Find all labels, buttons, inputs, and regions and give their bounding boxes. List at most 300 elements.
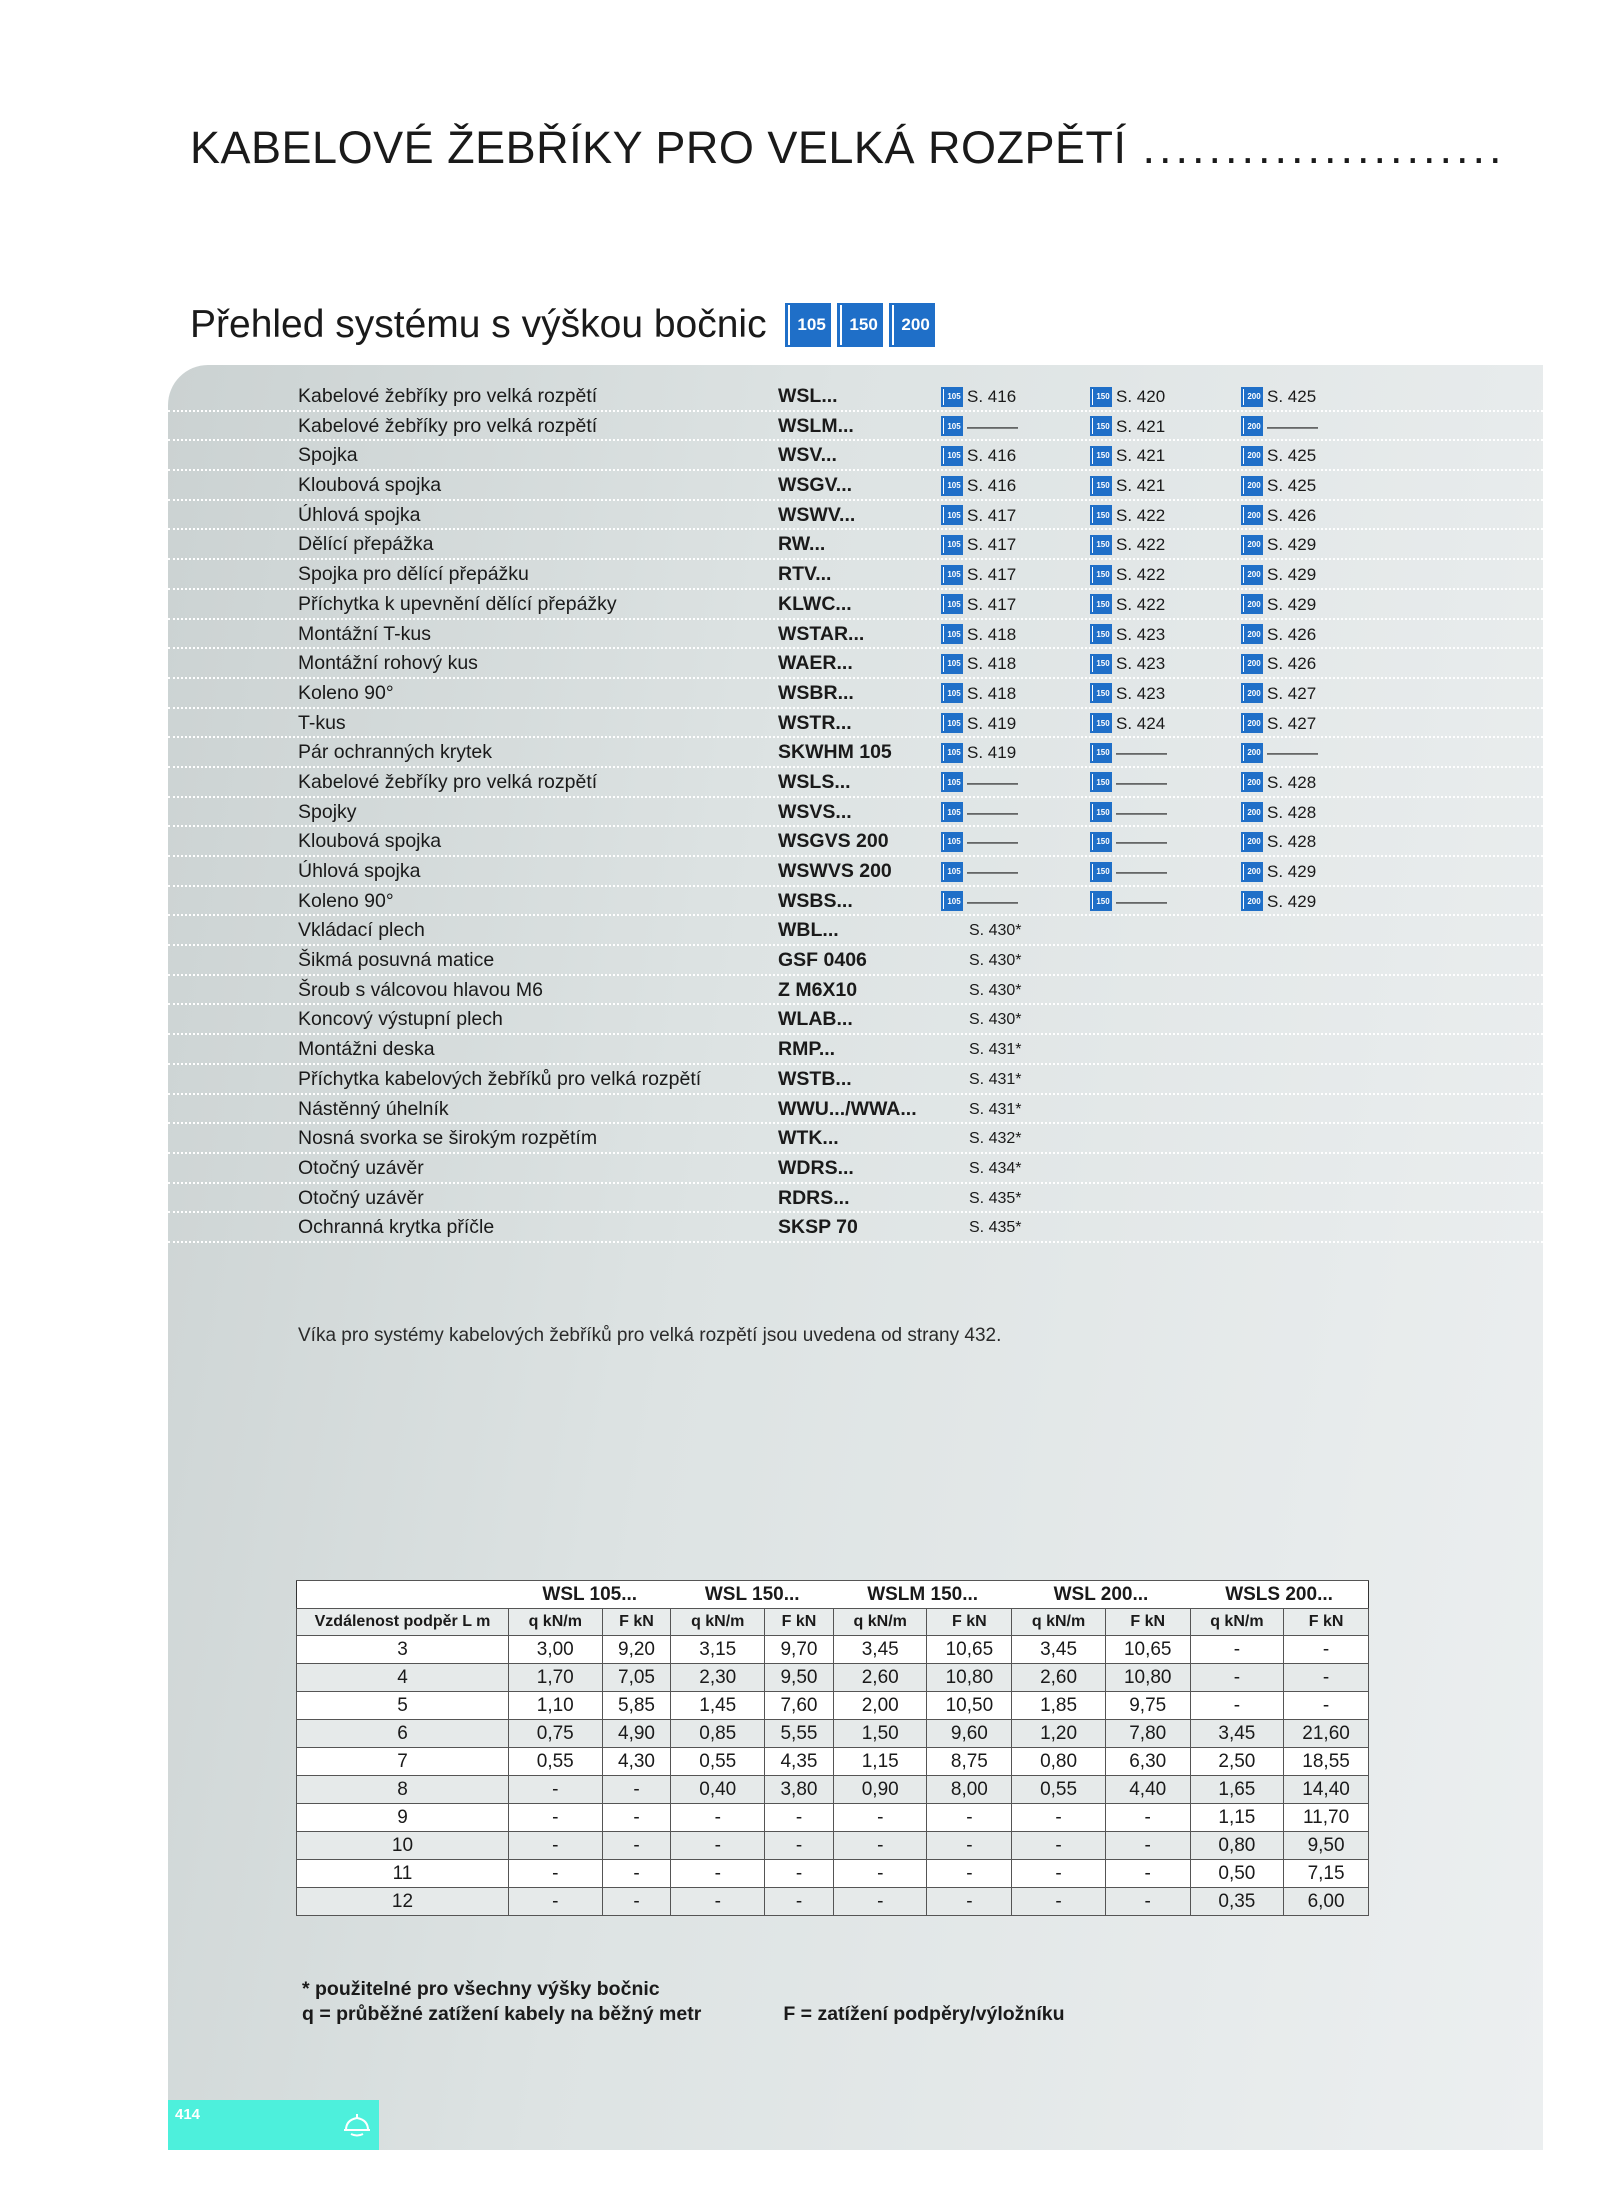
overview-row: [168, 412, 1543, 442]
height-150-badge-icon: 150: [1090, 891, 1112, 911]
height-200-badge-icon: 200: [1241, 891, 1263, 911]
page-ref-text: S. 417: [967, 505, 1017, 525]
value-cell: 1,45: [671, 1692, 765, 1720]
height-200-badge-icon: 200: [1241, 476, 1263, 496]
value-cell: -: [765, 1888, 834, 1916]
page-ref-200: [1241, 412, 1318, 441]
height-200-badge-icon: 200: [889, 303, 935, 347]
overview-row: [168, 441, 1543, 471]
height-105-badge-icon: 105: [941, 594, 963, 614]
height-105-badge-icon: 105: [941, 862, 963, 882]
overview-row: [168, 1154, 1543, 1184]
load-table-group-header: [297, 1581, 1369, 1609]
page-ref-text: S. 422: [1116, 505, 1166, 525]
height-200-badge-icon: 200: [1241, 683, 1263, 703]
page-ref-text: S. 429: [1267, 891, 1317, 911]
value-cell: -: [671, 1888, 765, 1916]
overview-row: [168, 501, 1543, 531]
value-cell: 3,80: [765, 1776, 834, 1804]
value-cell: -: [602, 1804, 671, 1832]
footnotes: [302, 1977, 1065, 2027]
height-150-badge-icon: 150: [1090, 802, 1112, 822]
value-cell: 1,15: [833, 1748, 927, 1776]
page-ref-200: [1241, 709, 1316, 738]
value-cell: 9,50: [765, 1664, 834, 1692]
page-ref-text: S. 417: [967, 535, 1017, 555]
height-150-badge-icon: 150: [1090, 832, 1112, 852]
page-ref-text: S. 421: [1116, 446, 1166, 466]
overview-row: [168, 1124, 1543, 1154]
value-cell: -: [765, 1832, 834, 1860]
height-105-badge-icon: 105: [941, 891, 963, 911]
overview-row: [168, 857, 1543, 887]
overview-row: [168, 1065, 1543, 1095]
page-ref-text: ———: [967, 772, 1018, 792]
overview-row: [168, 709, 1543, 739]
page-ref-200: [1241, 560, 1316, 589]
page-ref-105: [941, 441, 1016, 470]
page-ref-text: S. 418: [967, 654, 1017, 674]
page-ref-200: [1241, 620, 1316, 649]
page-ref-150: [1090, 530, 1165, 559]
page-ref-text: S. 427: [1267, 683, 1317, 703]
height-200-badge-icon: 200: [1241, 565, 1263, 585]
height-200-badge-icon: 200: [1241, 713, 1263, 733]
height-150-badge-icon: 150: [1090, 772, 1112, 792]
page-ref-text: S. 420: [1116, 387, 1166, 406]
height-200-badge-icon: 200: [1241, 772, 1263, 792]
product-name: Příchytka k upevnění dělící přepážky: [298, 592, 617, 615]
page-ref-105: [941, 530, 1016, 559]
page-ref-text: ———: [1116, 832, 1167, 852]
overview-row: [168, 738, 1543, 768]
group-header-wsls200: WSLS 200...: [1190, 1581, 1368, 1609]
value-cell: -: [833, 1860, 927, 1888]
page-ref-text: S. 429: [1267, 535, 1317, 555]
page-ref-text: S. 416: [967, 446, 1017, 466]
value-cell: 0,35: [1190, 1888, 1284, 1916]
value-cell: -: [602, 1888, 671, 1916]
overview-row: [168, 620, 1543, 650]
value-cell: 4,30: [602, 1748, 671, 1776]
page-ref-200: [1241, 738, 1318, 767]
value-cell: -: [927, 1860, 1012, 1888]
product-name: Nosná svorka se širokým rozpětím: [298, 1127, 598, 1150]
value-cell: -: [1012, 1860, 1106, 1888]
span-cell: 9: [297, 1804, 509, 1832]
value-cell: -: [671, 1804, 765, 1832]
height-150-badge-icon: 150: [1090, 713, 1112, 733]
page-ref-105: [941, 709, 1016, 738]
page-ref-text: S. 421: [1116, 476, 1166, 496]
value-cell: 1,20: [1012, 1720, 1106, 1748]
page-ref-text: S. 419: [967, 713, 1017, 733]
page-ref-text: ———: [967, 416, 1018, 436]
value-cell: 1,65: [1190, 1776, 1284, 1804]
page-ref-150: [1090, 798, 1167, 827]
value-cell: -: [1012, 1804, 1106, 1832]
page-ref-150: [1090, 887, 1167, 916]
table-row: [297, 1720, 1369, 1748]
overview-row: [168, 768, 1543, 798]
span-cell: 12: [297, 1888, 509, 1916]
value-cell: 0,85: [671, 1720, 765, 1748]
f-column-header: F kN: [1284, 1609, 1369, 1636]
value-cell: 0,55: [509, 1748, 603, 1776]
product-code: GSF 0406: [778, 949, 867, 972]
height-150-badge-icon: 150: [1090, 505, 1112, 525]
page-ref-text: ———: [967, 802, 1018, 822]
height-105-badge-icon: 105: [941, 713, 963, 733]
value-cell: 10,80: [1105, 1664, 1190, 1692]
product-code: WSL...: [778, 385, 838, 407]
page-ref-150: [1090, 827, 1167, 856]
page-ref-105: [941, 857, 1018, 886]
page-ref-150: [1090, 649, 1165, 678]
value-cell: 9,60: [927, 1720, 1012, 1748]
value-cell: 0,90: [833, 1776, 927, 1804]
value-cell: 14,40: [1284, 1776, 1369, 1804]
height-150-badge-icon: 150: [1090, 743, 1112, 763]
height-150-badge-icon: 150: [1090, 565, 1112, 585]
group-header-wsl200: WSL 200...: [1012, 1581, 1190, 1609]
load-table-corner: [297, 1581, 509, 1609]
page-ref-105: [941, 798, 1018, 827]
page-ref-105: [941, 887, 1018, 916]
value-cell: 1,85: [1012, 1692, 1106, 1720]
span-cell: 11: [297, 1860, 509, 1888]
f-column-header: F kN: [927, 1609, 1012, 1636]
product-code: WSGV...: [778, 474, 853, 497]
table-row: [297, 1664, 1369, 1692]
page-ref-200: [1241, 530, 1316, 559]
value-cell: 2,60: [833, 1664, 927, 1692]
value-cell: -: [1012, 1888, 1106, 1916]
page-ref-text: S. 425: [1267, 387, 1317, 406]
page-ref-text: S. 417: [967, 594, 1017, 614]
page-ref-200: [1241, 768, 1316, 797]
page-ref-105: [941, 590, 1016, 619]
overview-row: [168, 530, 1543, 560]
height-105-badge-icon: 105: [941, 476, 963, 496]
value-cell: -: [833, 1804, 927, 1832]
product-code: WSTB...: [778, 1067, 852, 1090]
q-column-header: q kN/m: [509, 1609, 603, 1636]
value-cell: -: [602, 1776, 671, 1804]
height-200-badge-icon: 200: [1241, 624, 1263, 644]
page-ref-200: [1241, 679, 1316, 708]
value-cell: 3,45: [1190, 1720, 1284, 1748]
value-cell: 1,50: [833, 1720, 927, 1748]
value-cell: -: [833, 1888, 927, 1916]
overview-row: [168, 1095, 1543, 1125]
product-name: T-kus: [298, 711, 346, 734]
value-cell: -: [1190, 1664, 1284, 1692]
product-name: Kabelové žebříky pro velká rozpětí: [298, 770, 598, 793]
page-ref-200: [1241, 382, 1316, 411]
overview-row: [168, 1005, 1543, 1035]
value-cell: 8,00: [927, 1776, 1012, 1804]
value-cell: -: [833, 1832, 927, 1860]
product-name: Dělící přepážka: [298, 533, 434, 556]
page-ref-text: S. 417: [967, 565, 1017, 585]
load-table-column-header: [297, 1609, 1369, 1636]
value-cell: -: [1284, 1692, 1369, 1720]
q-column-header: q kN/m: [671, 1609, 765, 1636]
value-cell: -: [1190, 1692, 1284, 1720]
f-column-header: F kN: [1105, 1609, 1190, 1636]
value-cell: 5,85: [602, 1692, 671, 1720]
span-cell: 5: [297, 1692, 509, 1720]
product-code: KLWC...: [778, 592, 852, 615]
value-cell: 9,70: [765, 1636, 834, 1664]
table-row: [297, 1636, 1369, 1664]
product-code: WSTR...: [778, 711, 852, 734]
page-ref-text: ———: [1116, 862, 1167, 881]
page-ref: S. 430*: [969, 922, 1022, 940]
page-ref-text: ———: [967, 832, 1018, 852]
page-number-tab: [168, 2100, 379, 2150]
page-ref-200: [1241, 887, 1316, 916]
value-cell: -: [927, 1804, 1012, 1832]
product-name: Spojka pro dělící přepážku: [298, 563, 529, 586]
page-ref-text: S. 423: [1116, 624, 1166, 644]
value-cell: -: [1284, 1636, 1369, 1664]
product-code: WSLS...: [778, 770, 851, 793]
product-name: Nástěnný úhelník: [298, 1097, 449, 1120]
height-200-badge-icon: 200: [1241, 802, 1263, 822]
product-code: WTK...: [778, 1127, 839, 1150]
page-ref-105: [941, 620, 1016, 649]
product-code: RMP...: [778, 1038, 836, 1061]
page-ref-200: [1241, 501, 1316, 530]
value-cell: -: [509, 1832, 603, 1860]
page-ref-150: [1090, 620, 1165, 649]
value-cell: 3,15: [671, 1636, 765, 1664]
overview-row: [168, 916, 1543, 946]
product-code: WWU.../WWA...: [778, 1097, 917, 1120]
value-cell: -: [1190, 1636, 1284, 1664]
table-row: [297, 1804, 1369, 1832]
page-ref-105: [941, 827, 1018, 856]
height-150-badge-icon: 150: [1090, 476, 1112, 496]
f-column-header: F kN: [765, 1609, 834, 1636]
product-code: RTV...: [778, 563, 832, 586]
value-cell: 0,40: [671, 1776, 765, 1804]
value-cell: -: [1105, 1832, 1190, 1860]
page-ref-text: S. 425: [1267, 476, 1317, 496]
group-header-wsl150: WSL 150...: [671, 1581, 833, 1609]
product-name: Otočný uzávěr: [298, 1186, 424, 1209]
page-ref-text: S. 426: [1267, 505, 1317, 525]
overview-row: [168, 560, 1543, 590]
value-cell: 2,00: [833, 1692, 927, 1720]
height-150-badge-icon: 150: [837, 303, 883, 347]
page-ref-text: ———: [1267, 416, 1318, 436]
value-cell: 0,55: [1012, 1776, 1106, 1804]
lids-note: Víka pro systémy kabelových žebříků pro velká rozpětí jsou uvedena od strany 432.: [298, 1325, 1002, 1346]
page-ref-text: S. 418: [967, 683, 1017, 703]
page-ref-150: [1090, 709, 1165, 738]
value-cell: 10,50: [927, 1692, 1012, 1720]
value-cell: 3,00: [509, 1636, 603, 1664]
product-code: SKSP 70: [778, 1216, 858, 1239]
page-ref: S. 430*: [969, 1011, 1022, 1029]
page-ref-150: [1090, 679, 1165, 708]
height-200-badge-icon: 200: [1241, 416, 1263, 436]
product-name: Otočný uzávěr: [298, 1156, 424, 1179]
page-title: [190, 122, 1506, 174]
height-200-badge-icon: 200: [1241, 505, 1263, 525]
page-ref-text: S. 428: [1267, 772, 1317, 792]
page-ref-text: S. 429: [1267, 594, 1317, 614]
product-name: Kloubová spojka: [298, 830, 442, 853]
value-cell: 2,30: [671, 1664, 765, 1692]
footnote-q: q = průběžné zatížení kabely na běžný metr: [302, 2003, 702, 2025]
value-cell: 5,55: [765, 1720, 834, 1748]
page-ref-text: S. 422: [1116, 594, 1166, 614]
product-name: Pár ochranných krytek: [298, 741, 493, 764]
value-cell: -: [1105, 1888, 1190, 1916]
value-cell: -: [671, 1832, 765, 1860]
title-leader-dots: ......................: [1142, 122, 1506, 173]
overview-row: [168, 1035, 1543, 1065]
value-cell: -: [1012, 1832, 1106, 1860]
overview-row: [168, 946, 1543, 976]
q-column-header: q kN/m: [1012, 1609, 1106, 1636]
page-ref-150: [1090, 441, 1165, 470]
page-ref-200: [1241, 590, 1316, 619]
value-cell: 8,75: [927, 1748, 1012, 1776]
span-cell: 6: [297, 1720, 509, 1748]
product-code: WDRS...: [778, 1156, 854, 1179]
height-150-badge-icon: 150: [1090, 862, 1112, 882]
height-105-badge-icon: 105: [941, 743, 963, 763]
overview-row: [168, 1184, 1543, 1214]
height-150-badge-icon: 150: [1090, 594, 1112, 614]
value-cell: -: [671, 1860, 765, 1888]
product-code: WSWVS 200: [778, 860, 892, 882]
page-ref: S. 434*: [969, 1159, 1022, 1177]
page-ref-text: S. 416: [967, 387, 1017, 406]
page-ref-150: [1090, 768, 1167, 797]
q-column-header: q kN/m: [833, 1609, 927, 1636]
height-200-badge-icon: 200: [1241, 446, 1263, 466]
page-ref-text: ———: [1116, 772, 1167, 792]
value-cell: 9,75: [1105, 1692, 1190, 1720]
f-column-header: F kN: [602, 1609, 671, 1636]
page-ref-200: [1241, 798, 1316, 827]
value-cell: -: [509, 1804, 603, 1832]
value-cell: 3,45: [833, 1636, 927, 1664]
height-105-badge-icon: 105: [941, 654, 963, 674]
height-150-badge-icon: 150: [1090, 535, 1112, 555]
height-105-badge-icon: 105: [941, 535, 963, 555]
value-cell: -: [602, 1860, 671, 1888]
value-cell: -: [509, 1888, 603, 1916]
page-ref-text: S. 426: [1267, 624, 1317, 644]
value-cell: 1,70: [509, 1664, 603, 1692]
height-200-badge-icon: 200: [1241, 535, 1263, 555]
height-200-badge-icon: 200: [1241, 387, 1263, 407]
height-105-badge-icon: 105: [785, 303, 831, 347]
value-cell: 0,50: [1190, 1860, 1284, 1888]
system-overview-list: [168, 382, 1543, 1243]
page-ref-text: S. 427: [1267, 713, 1317, 733]
value-cell: -: [927, 1888, 1012, 1916]
value-cell: 3,45: [1012, 1636, 1106, 1664]
page-ref-text: S. 422: [1116, 535, 1166, 555]
value-cell: 0,80: [1012, 1748, 1106, 1776]
page-ref-105: [941, 560, 1016, 589]
page-ref-text: S. 424: [1116, 713, 1166, 733]
height-150-badge-icon: 150: [1090, 683, 1112, 703]
product-name: Kabelové žebříky pro velká rozpětí: [298, 414, 598, 437]
product-code: WSTAR...: [778, 622, 865, 645]
height-150-badge-icon: 150: [1090, 624, 1112, 644]
page-ref-text: S. 429: [1267, 862, 1317, 881]
section-subtitle-text: Přehled systému s výškou bočnic: [190, 303, 767, 346]
page-ref-150: [1090, 412, 1165, 441]
product-name: Šroub s válcovou hlavou M6: [298, 978, 543, 1001]
height-200-badge-icon: 200: [1241, 594, 1263, 614]
page-ref-150: [1090, 857, 1167, 886]
value-cell: 10,80: [927, 1664, 1012, 1692]
page-ref-105: [941, 471, 1016, 500]
value-cell: -: [509, 1776, 603, 1804]
value-cell: 2,60: [1012, 1664, 1106, 1692]
page-ref-150: [1090, 471, 1165, 500]
product-name: Příchytka kabelových žebříků pro velká rozpětí: [298, 1067, 702, 1090]
height-105-badge-icon: 105: [941, 683, 963, 703]
page-ref-200: [1241, 471, 1316, 500]
span-column-header: Vzdálenost podpěr L m: [297, 1609, 509, 1636]
page-ref-150: [1090, 560, 1165, 589]
value-cell: 9,50: [1284, 1832, 1369, 1860]
value-cell: 4,35: [765, 1748, 834, 1776]
product-name: Koleno 90°: [298, 889, 394, 912]
page-ref: S. 435*: [969, 1219, 1022, 1237]
product-code: WAER...: [778, 652, 853, 675]
page-ref-text: S. 425: [1267, 446, 1317, 466]
value-cell: 11,70: [1284, 1804, 1369, 1832]
overview-row: [168, 827, 1543, 857]
product-name: Úhlová spojka: [298, 503, 421, 526]
value-cell: 6,00: [1284, 1888, 1369, 1916]
overview-row: [168, 798, 1543, 828]
overview-row: [168, 887, 1543, 917]
page-ref: S. 432*: [969, 1130, 1022, 1148]
span-cell: 4: [297, 1664, 509, 1692]
product-name: Spojka: [298, 444, 358, 467]
page-ref-text: S. 428: [1267, 832, 1317, 852]
height-105-badge-icon: 105: [941, 624, 963, 644]
page-ref-text: ———: [1267, 743, 1318, 763]
page-ref-text: ———: [967, 891, 1018, 911]
product-code: WSV...: [778, 444, 837, 467]
product-name: Montážní rohový kus: [298, 652, 478, 675]
table-row: [297, 1692, 1369, 1720]
page-ref: S. 431*: [969, 1041, 1022, 1059]
q-column-header: q kN/m: [1190, 1609, 1284, 1636]
value-cell: 7,60: [765, 1692, 834, 1720]
value-cell: -: [509, 1860, 603, 1888]
page-ref-200: [1241, 857, 1316, 886]
height-200-badge-icon: 200: [1241, 862, 1263, 882]
product-code: RDRS...: [778, 1186, 850, 1209]
page-ref: S. 431*: [969, 1070, 1022, 1088]
height-105-badge-icon: 105: [941, 832, 963, 852]
